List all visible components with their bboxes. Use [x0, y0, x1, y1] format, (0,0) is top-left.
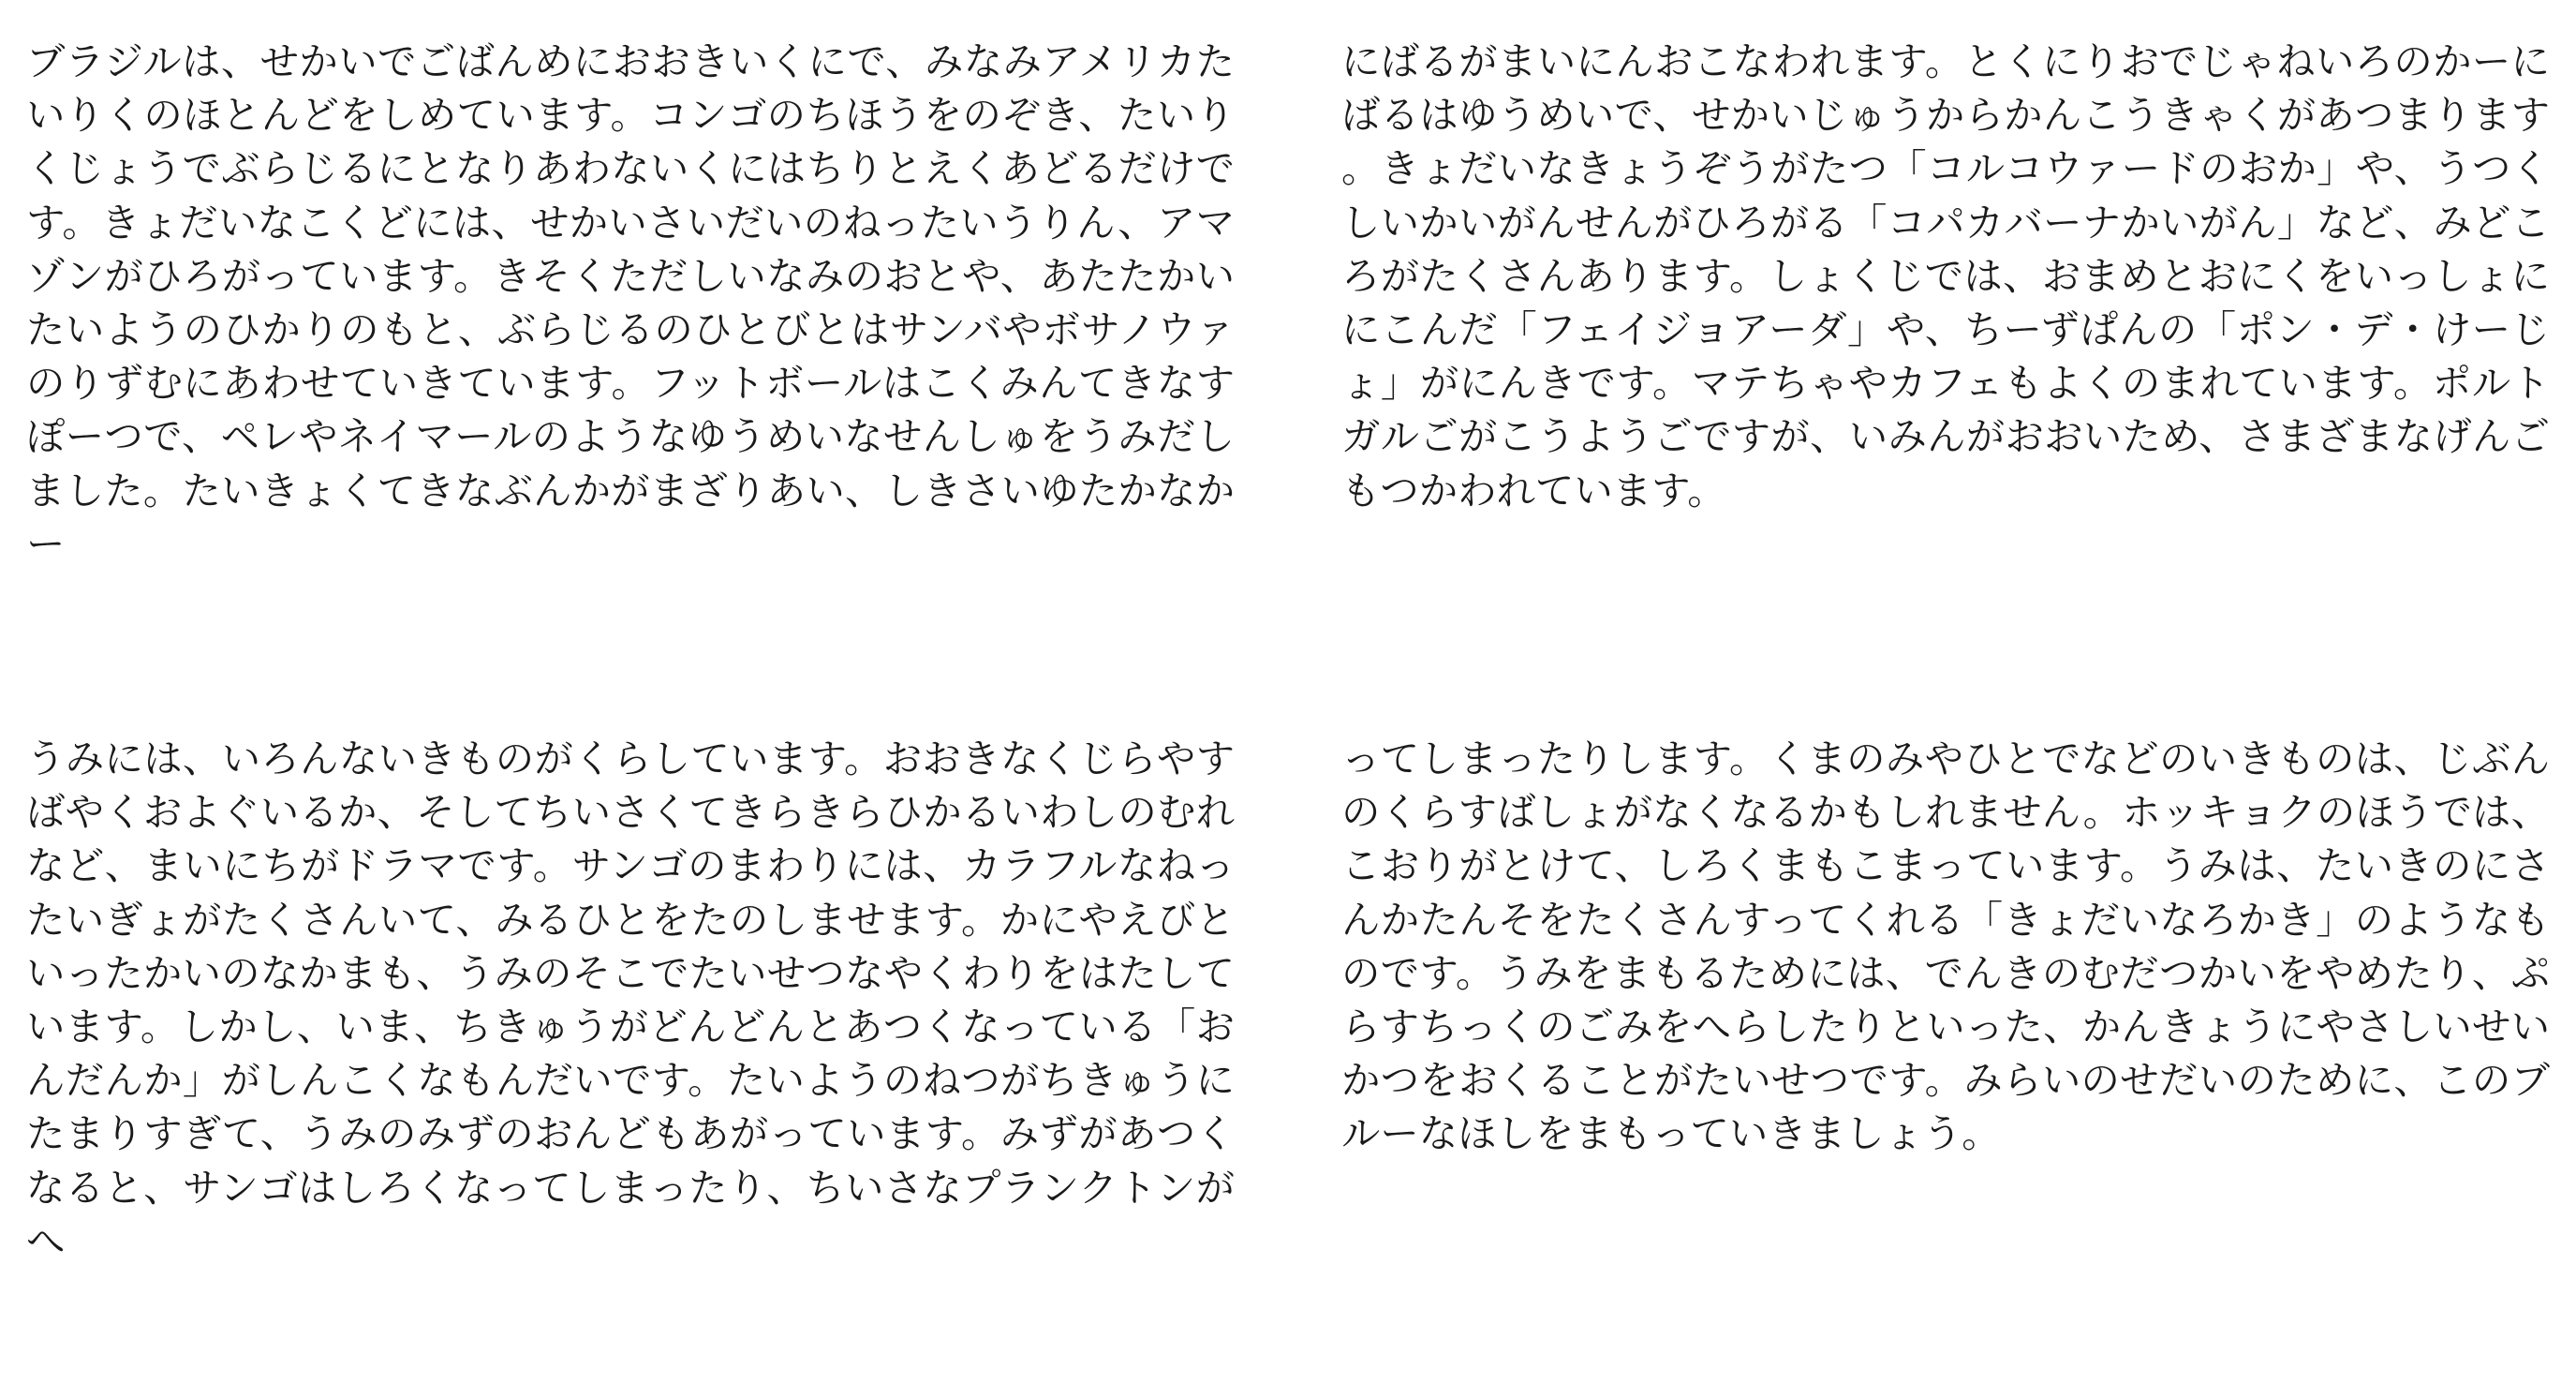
brazil-paragraph-right: にばるがまいにんおこなわれます。とくにりおでじゃねいろのかーにばるはゆうめいで、せかいじゅうからかんこうきゃくがあつまります。きょだいなきょうぞうがたつ「コルコウァードのおか」や、うつくしいかいがんせんがひろがる「コパカバーナかいがん」など、みどころがたくさんあります。しょくじでは、おまめとおにくをいっしょににこんだ「フェイジョアーダ」や、ちーずぱんの「ポン・デ・けーじょ」がにんきです。マテちゃやカフェもよくのまれています。ポルトガルごがこうようごですが、いみんがおおいため、さまざまなげんごもつかわれています。 — [1341, 39, 2550, 513]
ocean-section — [26, 733, 2550, 1269]
brazil-section — [26, 36, 2550, 572]
ocean-paragraph-left: うみには、いろんないきものがくらしています。おおきなくじらやすばやくおよぐいるか、そしてちいさくてきらきらひかるいわしのむれなど、まいにちがドラマです。サンゴのまわりには、カラフルなねったいぎょがたくさんいて、みるひとをたのしませます。かにやえびといったかいのなかまも、うみのそこでたいせつなやくわりをはたしています。しかし、いま、ちきゅうがどんどんとあつくなっている「おんだんか」がしんこくなもんだいです。たいようのねつがちきゅうにたまりすぎて、うみのみずのおんどもあがっています。みずがあつくなると、サンゴはしろくなってしまったり、ちいさなプランクトンがへ — [26, 736, 1235, 1264]
brazil-paragraph-left: ブラジルは、せかいでごばんめにおおきいくにで、みなみアメリカたいりくのほとんどをしめています。コンゴのちほうをのぞき、たいりくじょうでぶらじるにとなりあわないくにはちりとえくあどるだけです。きょだいなこくどには、せかいさいだいのねったいうりん、アマゾンがひろがっています。きそくただしいなみのおとや、あたたかいたいようのひかりのもと、ぶらじるのひとびとはサンバやボサノウァのりずむにあわせていきています。フットボールはこくみんてきなすぽーつで、ペレやネイマールのようなゆうめいなせんしゅをうみだしました。たいきょくてきなぶんかがまざりあい、しきさいゆたかなかー — [26, 39, 1235, 567]
ocean-paragraph-right: ってしまったりします。くまのみやひとでなどのいきものは、じぶんのくらすばしょがなくなるかもしれません。ホッキョクのほうでは、こおりがとけて、しろくまもこまっています。うみは、たいきのにさんかたんそをたくさんすってくれる「きょだいなろかき」のようなものです。うみをまもるためには、でんきのむだつかいをやめたり、ぷらすちっくのごみをへらしたりといった、かんきょうにやさしいせいかつをおくることがたいせつです。みらいのせだいのために、このブルーなほしをまもっていきましょう。 — [1341, 736, 2550, 1157]
